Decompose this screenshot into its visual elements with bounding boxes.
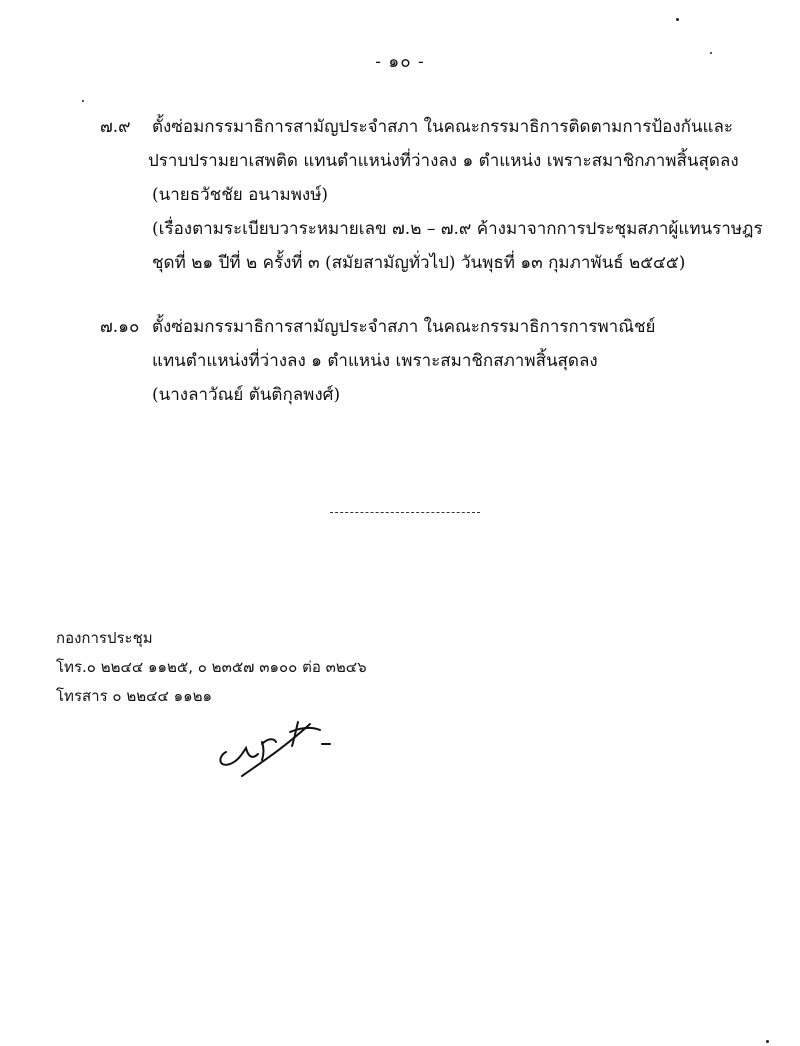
agenda-item-note: (เรื่องตามระเบียบวาระหมายเลข ๗.๒ – ๗.๙ ค้างมาจากการประชุมสภาผู้แทนราษฎร [152,219,763,239]
signature-stroke [290,722,320,746]
scan-speck [766,1040,769,1043]
agenda-item-line: ตั้งซ่อมกรรมาธิการสามัญประจำสภา ในคณะกรรมาธิการติดตามการป้องกันและ [152,117,734,137]
agenda-item-line: ตั้งซ่อมกรรมาธิการสามัญประจำสภา ในคณะกรรมาธิการการพาณิชย์ [152,317,656,337]
agenda-item-number: ๗.๙ [100,117,131,137]
agenda-item-nominee: (นายธวัชชัย อนามพงษ์) [152,185,329,205]
section-divider [330,512,480,513]
page-number: - ๑๐ - [375,52,425,72]
scan-speck [676,18,679,21]
signature-stroke [242,724,310,776]
contact-footer [56,624,367,711]
scan-speck [82,100,84,102]
agenda-item-note: ชุดที่ ๒๑ ปีที่ ๒ ครั้งที่ ๓ (สมัยสามัญทั่วไป) วันพุธที่ ๑๓ กุมภาพันธ์ ๒๕๔๕) [152,253,686,273]
handwritten-initials [212,712,342,782]
phone-numbers: โทร.๐ ๒๒๔๔ ๑๑๒๕, ๐ ๒๓๕๗ ๓๑๐๐ ต่อ ๓๒๔๖ [56,658,367,676]
agenda-item-nominee: (นางลาวัณย์ ตันติกุลพงศ์) [152,385,341,405]
office-name: กองการประชุม [56,629,153,647]
agenda-item-line: ปราบปรามยาเสพติด แทนตำแหน่งที่ว่างลง ๑ ตำแหน่ง เพราะสมาชิกภาพสิ้นสุดลง [148,151,739,171]
agenda-item-body [148,110,763,280]
agenda-item-body [152,310,752,412]
agenda-item-line: แทนตำแหน่งที่ว่างลง ๑ ตำแหน่ง เพราะสมาชิกสภาพสิ้นสุดลง [152,351,598,371]
agenda-item-number: ๗.๑๐ [100,317,140,337]
scan-speck [710,52,712,54]
signature-stroke [220,748,258,765]
fax-number: โทรสาร ๐ ๒๒๔๔ ๑๑๒๑ [56,687,213,705]
